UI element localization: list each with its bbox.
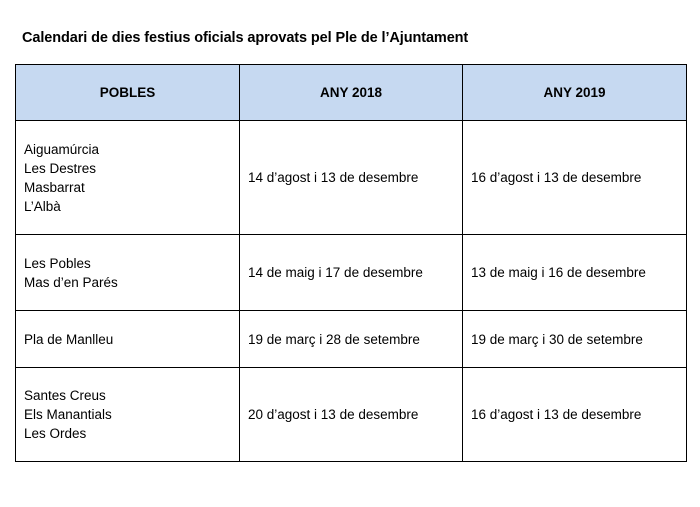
towns-cell <box>16 235 240 311</box>
header-year-2018: ANY 2018 <box>240 65 463 121</box>
town-name: Les Ordes <box>24 426 87 441</box>
town-name: Pla de Manlleu <box>24 331 114 347</box>
towns-cell <box>16 311 240 368</box>
town-name: L’Albà <box>24 198 61 214</box>
dates-2019-cell <box>463 121 687 235</box>
dates-2019: 19 de març i 30 de setembre <box>471 331 643 347</box>
town-name: Aiguamúrcia <box>24 141 100 157</box>
table-header-row <box>16 65 687 121</box>
dates-2018: 14 de maig i 17 de desembre <box>248 265 423 280</box>
towns-cell <box>16 368 240 462</box>
town-name: Masbarrat <box>24 179 85 195</box>
dates-2019: 13 de maig i 16 de desembre <box>471 265 646 280</box>
dates-2019: 16 d’agost i 13 de desembre <box>471 170 642 185</box>
dates-2018: 20 d’agost i 13 de desembre <box>248 407 419 422</box>
dates-2018-cell <box>240 235 463 311</box>
dates-2019-cell <box>463 368 687 462</box>
header-year-2019: ANY 2019 <box>463 65 687 121</box>
dates-2019: 16 d’agost i 13 de desembre <box>471 407 642 422</box>
table-row <box>16 311 687 368</box>
header-towns: POBLES <box>16 65 240 121</box>
town-name: Els Manantials <box>24 407 112 422</box>
dates-2018: 14 d’agost i 13 de desembre <box>248 170 419 185</box>
town-name: Les Pobles <box>24 255 91 271</box>
dates-2018-cell <box>240 368 463 462</box>
dates-2018: 19 de març i 28 de setembre <box>248 331 420 347</box>
dates-2018-cell <box>240 311 463 368</box>
town-name: Les Destres <box>24 160 97 176</box>
document-title: Calendari de dies festius oficials aprovats pel Ple de l’Ajuntament <box>22 30 469 46</box>
town-name: Mas d’en Parés <box>24 274 118 290</box>
table-row <box>16 235 687 311</box>
table-row <box>16 368 687 462</box>
dates-2019-cell <box>463 311 687 368</box>
holidays-table <box>15 64 687 462</box>
dates-2019-cell <box>463 235 687 311</box>
town-name: Santes Creus <box>24 388 106 403</box>
dates-2018-cell <box>240 121 463 235</box>
towns-cell <box>16 121 240 235</box>
table-row <box>16 121 687 235</box>
